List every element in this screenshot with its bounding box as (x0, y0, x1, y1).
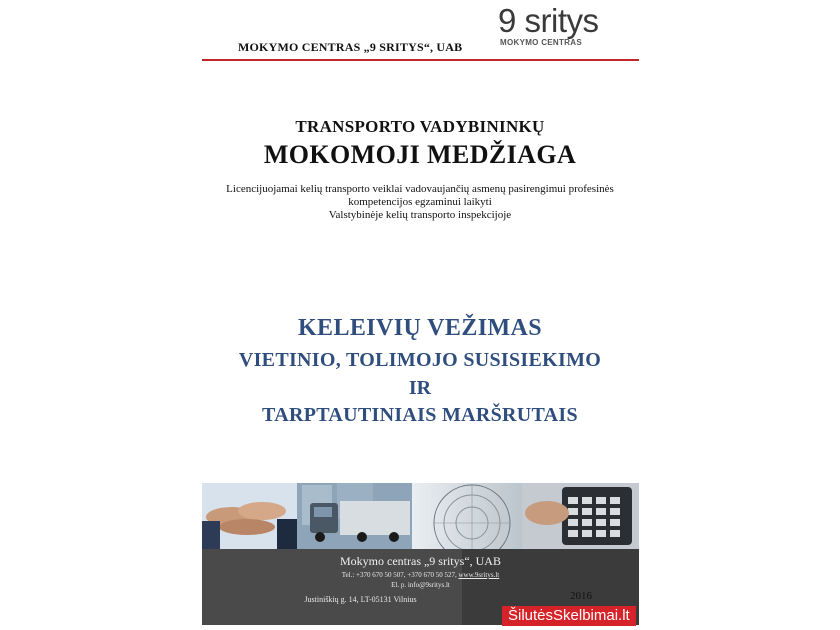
footer-address: Justiniškių g. 14, LT-05131 Vilnius (304, 595, 417, 604)
header-company: MOKYMO CENTRAS „9 SRITYS“, UAB (238, 40, 463, 54)
logo-wordmark: 9 sritys (498, 2, 599, 39)
footer-website-link[interactable]: www.9sritys.lt (458, 571, 500, 579)
watermark-badge: ŠilutėsSkelbimai.lt (502, 606, 636, 626)
logo-subtitle: MOKYMO CENTRAS (500, 38, 582, 47)
main-heading-line: IR (408, 377, 432, 399)
cover-subtitle: TRANSPORTO VADYBININKŲ (295, 117, 545, 136)
publication-year: 2016 (570, 590, 592, 602)
footer-contacts (202, 571, 639, 579)
company-logo (498, 4, 628, 52)
main-heading-line: TARPTAUTINIAIS MARŠRUTAIS (262, 404, 578, 426)
main-heading-line: VIETINIO, TOLIMOJO SUSISIEKIMO (238, 349, 602, 371)
cover-photo-collage (202, 483, 639, 549)
collage-image (202, 483, 639, 549)
main-heading-line: KELEIVIŲ VEŽIMAS (297, 315, 543, 341)
tachograph-photo (412, 483, 522, 549)
description-line: kompetencijos egzaminui laikyti (348, 196, 492, 208)
cover-title: MOKOMOJI MEDŽIAGA (263, 140, 577, 169)
description-line: Valstybinėje kelių transporto inspekcijoje (328, 209, 512, 221)
footer-email: El. p. info@9sritys.lt (391, 581, 450, 589)
footer-phone: Tel.: +370 670 50 507, +370 670 50 527, (341, 571, 459, 579)
footer-company-name: Mokymo centras „9 sritys“, UAB (340, 554, 501, 568)
header-divider (202, 59, 639, 61)
description-line: Licencijuojamai kelių transporto veiklai vadovaujančių asmenų pasirengimui profesinės (226, 183, 614, 195)
cover-footer (202, 549, 639, 625)
